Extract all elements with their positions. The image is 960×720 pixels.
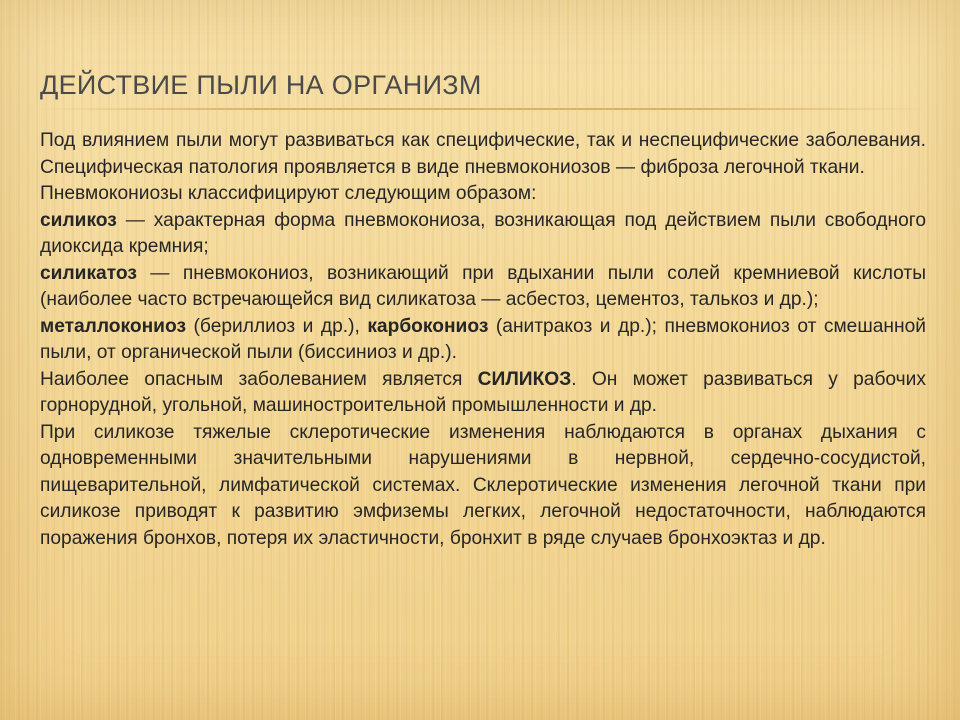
term-silicatosis: силикатоз <box>40 262 137 284</box>
paragraph-classification: Пневмокониозы классифицируют следующим образом: <box>40 183 537 204</box>
slide-title: ДЕЙСТВИЕ ПЫЛИ НА ОРГАНИЗМ <box>40 70 482 101</box>
term-silicosis: силикоз <box>40 209 117 231</box>
paragraph-metallo-carbo <box>40 314 926 367</box>
paragraph-most-dangerous <box>40 367 926 420</box>
paragraph-intro: Под влиянием пыли могут развиваться как специфические, так и неспецифические заболевания. Специфическая патология проявляется в виде пневмокониозов — фиброза легочной ткани. <box>40 130 926 178</box>
silicatosis-description: — пневмокониоз, возникающий при вдыхании пыли солей кремниевой кислоты (наиболее часто встречающейся вид силикатоза — асбестоз, цементоз, талькоз и др.); <box>40 262 926 310</box>
carbokoniosis-description: (анитракоз и др.); пневмокониоз от смешанной пыли, от органической пыли (биссиниоз и др.). <box>40 315 926 363</box>
paragraph-silicatosis <box>40 261 926 314</box>
silicosis-description: — характерная форма пневмокониоза, возникающая под действием пыли свободного диоксида кремния; <box>40 209 926 257</box>
most-dangerous-lead: Наиболее опасным заболеванием является <box>40 368 478 390</box>
paragraph-silicosis-effects: При силикозе тяжелые склеротические изменения наблюдаются в органах дыхания с одновременными значительными нарушениями в нервной, сердечно-сосудистой, пищеварительной, лимфатической системах. Склеротические изменения легочной ткани при силикозе приводят к развитию эмфиземы легких, легочной недостаточности, наблюдаются поражения бронхов, потеря их эластичности, бронхит в ряде случаев бронхоэктаз и др. <box>40 421 926 549</box>
term-carbokoniosis: карбокониоз <box>367 315 489 337</box>
term-silicosis-caps: СИЛИКОЗ <box>477 368 572 390</box>
slide-body <box>40 128 926 552</box>
paragraph-silicosis <box>40 208 926 261</box>
most-dangerous-rest: . Он может развиваться у рабочих горнорудной, угольной, машиностроительной промышленности и др. <box>40 368 926 416</box>
term-metallokoniosis: металлокониоз <box>40 315 186 337</box>
metallokoniosis-description: (бериллиоз и др.), <box>186 315 368 337</box>
title-divider <box>38 108 926 110</box>
